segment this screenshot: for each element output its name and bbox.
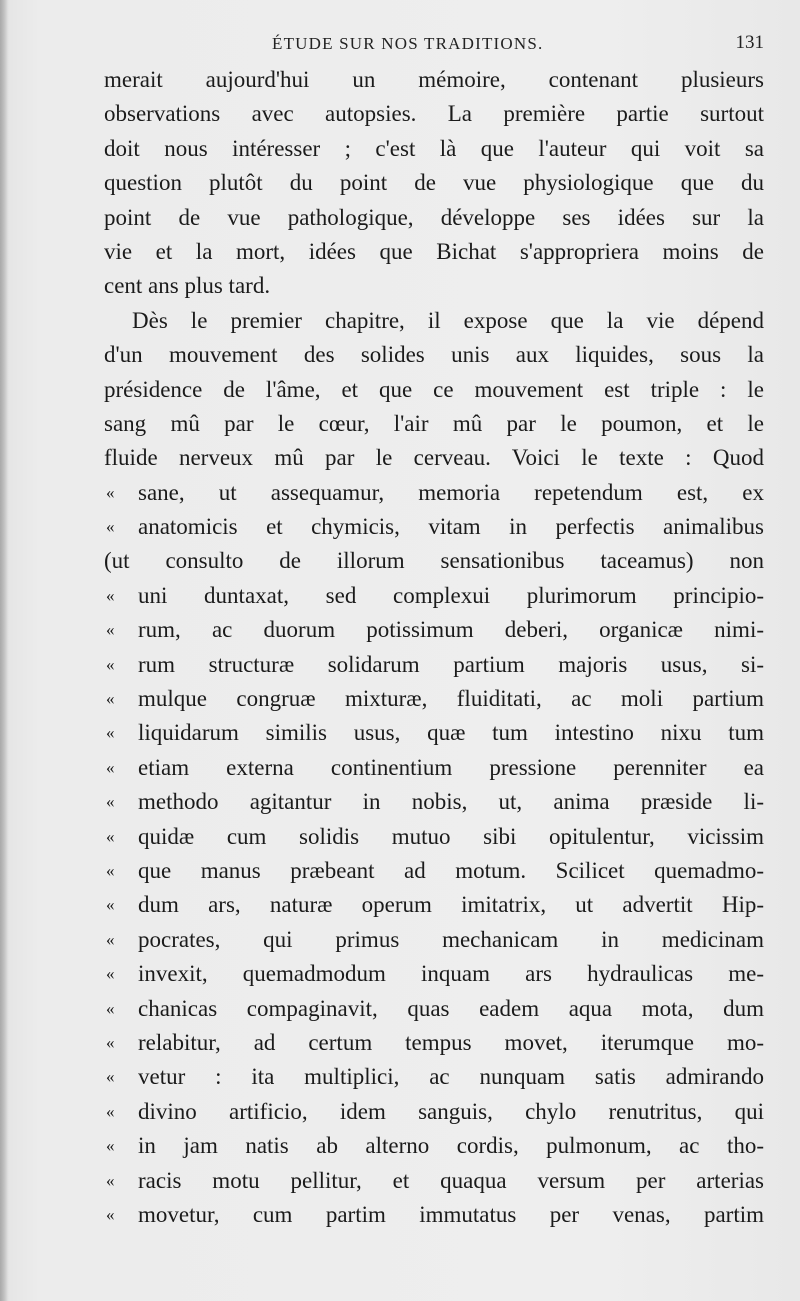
text-line: sang mû par le cœur, l'air mû par le poumon, et le xyxy=(104,410,764,436)
quoted-line xyxy=(104,510,764,544)
running-head-title: ÉTUDE SUR NOS TRADITIONS. xyxy=(272,34,544,53)
text-line: point de vue pathologique, développe ses idées sur la xyxy=(104,204,764,230)
quote-mark: « xyxy=(106,654,115,674)
text-line: anatomicis et chymicis, vitam in perfectis animalibus xyxy=(138,514,764,540)
text-line: quidæ cum solidis mutuo sibi opitulentur, vicissim xyxy=(138,823,764,849)
quoted-line xyxy=(104,476,764,510)
text-line: présidence de l'âme, et que ce mouvement est triple : le xyxy=(104,376,764,402)
quote-mark: « xyxy=(106,860,115,880)
quote-mark: « xyxy=(106,1170,115,1190)
quoted-line xyxy=(104,613,764,647)
body-text xyxy=(104,63,764,1232)
quoted-line xyxy=(104,716,764,750)
text-line: merait aujourd'hui un mémoire, contenant plusieurs xyxy=(104,67,764,92)
quoted-line xyxy=(104,1198,764,1232)
quoted-line xyxy=(104,957,764,991)
quote-mark: « xyxy=(106,826,115,846)
quoted-line xyxy=(104,992,764,1026)
quote-mark: « xyxy=(106,792,115,812)
quoted-line xyxy=(104,682,764,716)
quote-mark: « xyxy=(106,1136,115,1156)
quoted-line xyxy=(104,888,764,922)
text-line: fluide nerveux mû par le cerveau. Voici le texte : Quod xyxy=(104,445,764,471)
quote-mark: « xyxy=(106,620,115,640)
quote-mark: « xyxy=(106,723,115,743)
text-line: liquidarum similis usus, quæ tum intestino nixu tum xyxy=(138,720,764,746)
text-line: uni duntaxat, sed complexui plurimorum principio- xyxy=(138,582,764,608)
quoted-line xyxy=(104,854,764,888)
quoted-line xyxy=(104,751,764,785)
text-line: d'un mouvement des solides unis aux liquides, sous la xyxy=(104,342,764,368)
text-line: mulque congruæ mixturæ, fluiditati, ac moli partium xyxy=(138,686,764,712)
text-line: in jam natis ab alterno cordis, pulmonum, ac tho- xyxy=(138,1133,764,1159)
quoted-line xyxy=(104,923,764,957)
text-line: observations avec autopsies. La première partie surtout xyxy=(104,101,764,127)
quote-mark: « xyxy=(106,1101,115,1121)
spine-shadow xyxy=(0,0,8,1301)
quote-mark: « xyxy=(106,585,115,605)
paragraph xyxy=(104,304,764,1233)
quoted-line xyxy=(104,1164,764,1198)
text-line: rum, ac duorum potissimum deberi, organicæ nimi- xyxy=(138,617,764,643)
text-line: Dès le premier chapitre, il expose que la vie dépend xyxy=(132,307,764,333)
quote-mark: « xyxy=(106,1204,115,1224)
text-line: relabitur, ad certum tempus movet, iterumque mo- xyxy=(138,1029,764,1055)
quoted-line xyxy=(104,820,764,854)
quote-mark: « xyxy=(106,757,115,777)
quote-mark: « xyxy=(106,929,115,949)
text-line: que manus præbeant ad motum. Scilicet quemadmo- xyxy=(138,857,764,883)
quoted-line xyxy=(104,1095,764,1129)
quoted-line xyxy=(104,785,764,819)
text-line: methodo agitantur in nobis, ut, anima præside li- xyxy=(138,789,764,815)
running-head xyxy=(104,30,764,60)
text-line: dum ars, naturæ operum imitatrix, ut advertit Hip- xyxy=(138,892,764,918)
quote-mark: « xyxy=(106,1067,115,1087)
quoted-line xyxy=(104,579,764,613)
paragraph xyxy=(104,63,764,304)
text-line: vetur : ita multiplici, ac nunquam satis admirando xyxy=(138,1064,764,1090)
quote-mark: « xyxy=(106,517,115,537)
quoted-line xyxy=(104,1060,764,1094)
text-line: invexit, quemadmodum inquam ars hydraulicas me- xyxy=(138,961,764,987)
quote-mark: « xyxy=(106,482,115,502)
text-line: (ut consulto de illorum sensationibus taceamus) non xyxy=(104,548,764,574)
quoted-line xyxy=(104,1129,764,1163)
quote-mark: « xyxy=(106,998,115,1018)
text-line: divino artificio, idem sanguis, chylo renutritus, qui xyxy=(138,1098,764,1124)
text-line: vie et la mort, idées que Bichat s'appropriera moins de xyxy=(104,238,764,264)
text-line: movetur, cum partim immutatus per venas, partim xyxy=(138,1201,764,1227)
text-line: chanicas compaginavit, quas eadem aqua mota, dum xyxy=(138,995,764,1021)
text-line: etiam externa continentium pressione perenniter ea xyxy=(138,754,764,780)
text-line: pocrates, qui primus mechanicam in medicinam xyxy=(138,926,764,952)
quote-mark: « xyxy=(106,1032,115,1052)
text-line: racis motu pellitur, et quaqua versum per arterias xyxy=(138,1167,764,1193)
quoted-line xyxy=(104,1026,764,1060)
text-line: rum structuræ solidarum partium majoris usus, si- xyxy=(138,651,764,677)
quote-mark: « xyxy=(106,964,115,984)
quote-mark: « xyxy=(106,895,115,915)
text-line: doit nous intéresser ; c'est là que l'auteur qui voit sa xyxy=(104,135,764,161)
page-number: 131 xyxy=(735,32,764,53)
text-line: cent ans plus tard. xyxy=(104,273,271,299)
quote-mark: « xyxy=(106,689,115,709)
text-line: question plutôt du point de vue physiologique que du xyxy=(104,170,764,196)
quoted-line xyxy=(104,648,764,682)
text-line: sane, ut assequamur, memoria repetendum est, ex xyxy=(138,479,764,505)
